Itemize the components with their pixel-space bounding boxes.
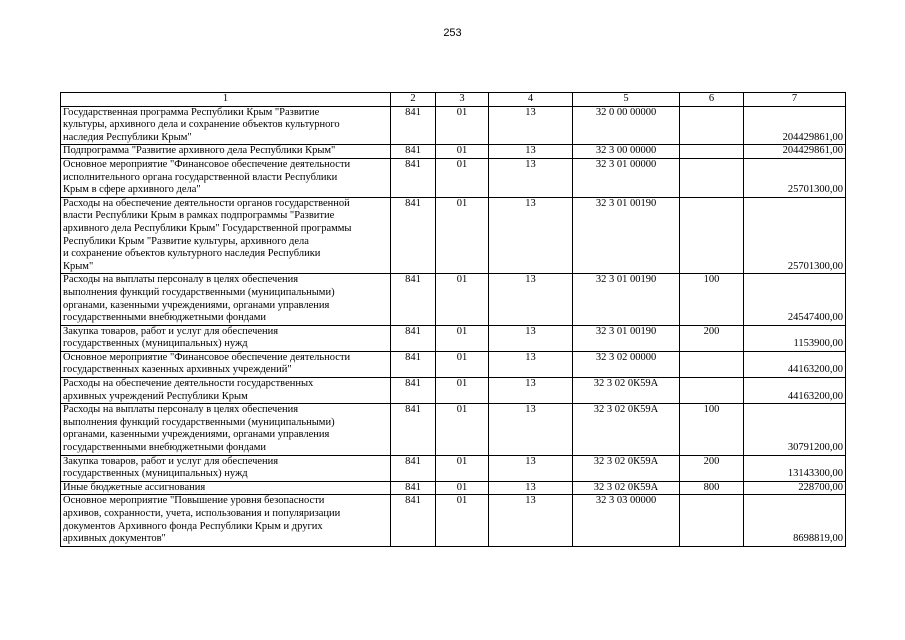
target-article-cell: 32 0 00 00000 xyxy=(573,106,680,145)
row-name-line: архивных документов" xyxy=(63,533,166,545)
row-name-line: Основное мероприятие "Финансовое обеспечение деятельности xyxy=(63,351,351,363)
row-name-line: Государственная программа Республики Крым "Развитие xyxy=(63,106,320,118)
row-name-line: Закупка товаров, работ и услуг для обеспечения xyxy=(63,325,279,337)
admin-code-cell: 841 xyxy=(391,106,436,145)
row-name-line: государственных (муниципальных) нужд xyxy=(63,338,248,350)
table-row xyxy=(61,351,846,377)
amount-cell: 204429861,00 xyxy=(744,145,846,159)
row-name-line: культуры, архивного дела и сохранение объектов культурного xyxy=(63,119,340,131)
row-name-line: Подпрограмма "Развитие архивного дела Республики Крым" xyxy=(63,145,336,157)
table-row xyxy=(61,378,846,404)
subsection-code-cell: 13 xyxy=(489,481,573,495)
amount-cell: 44163200,00 xyxy=(744,351,846,377)
admin-code-cell: 841 xyxy=(391,455,436,481)
section-code-cell: 01 xyxy=(436,106,489,145)
row-name-line: органами, казенными учреждениями, органами управления xyxy=(63,299,330,311)
row-name-cell xyxy=(61,158,391,197)
header-col-1: 1 xyxy=(61,93,391,107)
amount-cell: 204429861,00 xyxy=(744,106,846,145)
table-row xyxy=(61,106,846,145)
row-name-line: государственными внебюджетными фондами xyxy=(63,312,267,324)
row-name-line: Иные бюджетные ассигнования xyxy=(63,481,206,493)
row-name-cell xyxy=(61,106,391,145)
row-name-cell xyxy=(61,455,391,481)
table-row xyxy=(61,404,846,455)
expense-type-cell xyxy=(680,106,744,145)
amount-cell: 228700,00 xyxy=(744,481,846,495)
subsection-code-cell: 13 xyxy=(489,145,573,159)
expense-type-cell: 200 xyxy=(680,455,744,481)
section-code-cell: 01 xyxy=(436,158,489,197)
row-name-line: Крым" xyxy=(63,260,94,272)
expense-type-cell: 800 xyxy=(680,481,744,495)
table-row xyxy=(61,495,846,546)
row-name-line: наследия Республики Крым" xyxy=(63,131,192,143)
table-row xyxy=(61,145,846,159)
row-name-line: Республики Крым "Развитие культуры, архивного дела xyxy=(63,235,309,247)
row-name-line: Основное мероприятие "Финансовое обеспечение деятельности xyxy=(63,158,351,170)
section-code-cell: 01 xyxy=(436,351,489,377)
row-name-cell xyxy=(61,404,391,455)
subsection-code-cell: 13 xyxy=(489,495,573,546)
target-article-cell: 32 3 02 0К59А xyxy=(573,404,680,455)
subsection-code-cell: 13 xyxy=(489,158,573,197)
row-name-cell xyxy=(61,495,391,546)
section-code-cell: 01 xyxy=(436,378,489,404)
row-name-line: Закупка товаров, работ и услуг для обеспечения xyxy=(63,455,279,467)
admin-code-cell: 841 xyxy=(391,325,436,351)
row-name-cell xyxy=(61,274,391,325)
target-article-cell: 32 3 02 0К59А xyxy=(573,455,680,481)
section-code-cell: 01 xyxy=(436,274,489,325)
subsection-code-cell: 13 xyxy=(489,378,573,404)
row-name-line: архивного дела Республики Крым" Государственной программы xyxy=(63,222,352,234)
row-name-cell xyxy=(61,378,391,404)
header-col-4: 4 xyxy=(489,93,573,107)
header-col-3: 3 xyxy=(436,93,489,107)
admin-code-cell: 841 xyxy=(391,481,436,495)
row-name-line: исполнительного органа государственной власти Республики xyxy=(63,171,338,183)
row-name-line: государственных (муниципальных) нужд xyxy=(63,468,248,480)
expense-type-cell: 100 xyxy=(680,404,744,455)
row-name-line: документов Архивного фонда Республики Крым и других xyxy=(63,520,323,532)
row-name-cell xyxy=(61,145,391,159)
target-article-cell: 32 3 00 00000 xyxy=(573,145,680,159)
target-article-cell: 32 3 02 00000 xyxy=(573,351,680,377)
table-row xyxy=(61,455,846,481)
header-col-7: 7 xyxy=(744,93,846,107)
amount-cell: 25701300,00 xyxy=(744,158,846,197)
subsection-code-cell: 13 xyxy=(489,325,573,351)
table-row xyxy=(61,274,846,325)
expense-type-cell: 100 xyxy=(680,274,744,325)
subsection-code-cell: 13 xyxy=(489,455,573,481)
target-article-cell: 32 3 01 00000 xyxy=(573,158,680,197)
amount-cell: 44163200,00 xyxy=(744,378,846,404)
row-name-line: государственных казенных архивных учреждений" xyxy=(63,364,292,376)
section-code-cell: 01 xyxy=(436,145,489,159)
section-code-cell: 01 xyxy=(436,197,489,274)
table-header-row xyxy=(61,93,846,107)
admin-code-cell: 841 xyxy=(391,351,436,377)
amount-cell: 30791200,00 xyxy=(744,404,846,455)
row-name-line: и сохранение объектов культурного наследия Республики xyxy=(63,248,321,260)
table-row xyxy=(61,158,846,197)
table-body xyxy=(61,93,846,547)
header-col-5: 5 xyxy=(573,93,680,107)
row-name-line: органами, казенными учреждениями, органами управления xyxy=(63,429,330,441)
expense-type-cell xyxy=(680,378,744,404)
section-code-cell: 01 xyxy=(436,325,489,351)
expense-type-cell xyxy=(680,495,744,546)
expense-type-cell xyxy=(680,351,744,377)
subsection-code-cell: 13 xyxy=(489,197,573,274)
section-code-cell: 01 xyxy=(436,481,489,495)
row-name-line: Крым в сфере архивного дела" xyxy=(63,184,201,196)
section-code-cell: 01 xyxy=(436,495,489,546)
row-name-line: выполнения функций государственными (муниципальными) xyxy=(63,416,335,428)
admin-code-cell: 841 xyxy=(391,495,436,546)
header-col-6: 6 xyxy=(680,93,744,107)
target-article-cell: 32 3 01 00190 xyxy=(573,325,680,351)
admin-code-cell: 841 xyxy=(391,158,436,197)
admin-code-cell: 841 xyxy=(391,404,436,455)
expense-type-cell: 200 xyxy=(680,325,744,351)
target-article-cell: 32 3 02 0К59А xyxy=(573,378,680,404)
row-name-line: выполнения функций государственными (муниципальными) xyxy=(63,286,335,298)
row-name-line: Расходы на обеспечение деятельности органов государственной xyxy=(63,197,350,209)
row-name-cell xyxy=(61,197,391,274)
amount-cell: 25701300,00 xyxy=(744,197,846,274)
table-row xyxy=(61,325,846,351)
row-name-line: Основное мероприятие "Повышение уровня безопасности xyxy=(63,495,325,507)
amount-cell: 13143300,00 xyxy=(744,455,846,481)
subsection-code-cell: 13 xyxy=(489,274,573,325)
row-name-line: Расходы на выплаты персоналу в целях обеспечения xyxy=(63,274,299,286)
subsection-code-cell: 13 xyxy=(489,404,573,455)
row-name-line: Расходы на выплаты персоналу в целях обеспечения xyxy=(63,404,299,416)
admin-code-cell: 841 xyxy=(391,378,436,404)
target-article-cell: 32 3 01 00190 xyxy=(573,274,680,325)
admin-code-cell: 841 xyxy=(391,197,436,274)
section-code-cell: 01 xyxy=(436,404,489,455)
page-number: 253 xyxy=(443,27,462,39)
row-name-line: Расходы на обеспечение деятельности государственных xyxy=(63,378,314,390)
target-article-cell: 32 3 01 00190 xyxy=(573,197,680,274)
admin-code-cell: 841 xyxy=(391,145,436,159)
row-name-cell xyxy=(61,325,391,351)
row-name-line: государственными внебюджетными фондами xyxy=(63,442,267,454)
row-name-line: власти Республики Крым в рамках подпрограммы "Развитие xyxy=(63,210,335,222)
row-name-cell xyxy=(61,481,391,495)
row-name-line: архивов, сохранности, учета, использования и популяризации xyxy=(63,508,341,519)
expense-type-cell xyxy=(680,145,744,159)
amount-cell: 24547400,00 xyxy=(744,274,846,325)
row-name-line: архивных учреждений Республики Крым xyxy=(63,390,248,402)
budget-table xyxy=(60,92,846,547)
subsection-code-cell: 13 xyxy=(489,351,573,377)
admin-code-cell: 841 xyxy=(391,274,436,325)
subsection-code-cell: 13 xyxy=(489,106,573,145)
amount-cell: 8698819,00 xyxy=(744,495,846,546)
table-row xyxy=(61,197,846,274)
header-col-2: 2 xyxy=(391,93,436,107)
target-article-cell: 32 3 02 0К59А xyxy=(573,481,680,495)
row-name-cell xyxy=(61,351,391,377)
target-article-cell: 32 3 03 00000 xyxy=(573,495,680,546)
section-code-cell: 01 xyxy=(436,455,489,481)
amount-cell: 1153900,00 xyxy=(744,325,846,351)
table-row xyxy=(61,481,846,495)
expense-type-cell xyxy=(680,197,744,274)
expense-type-cell xyxy=(680,158,744,197)
